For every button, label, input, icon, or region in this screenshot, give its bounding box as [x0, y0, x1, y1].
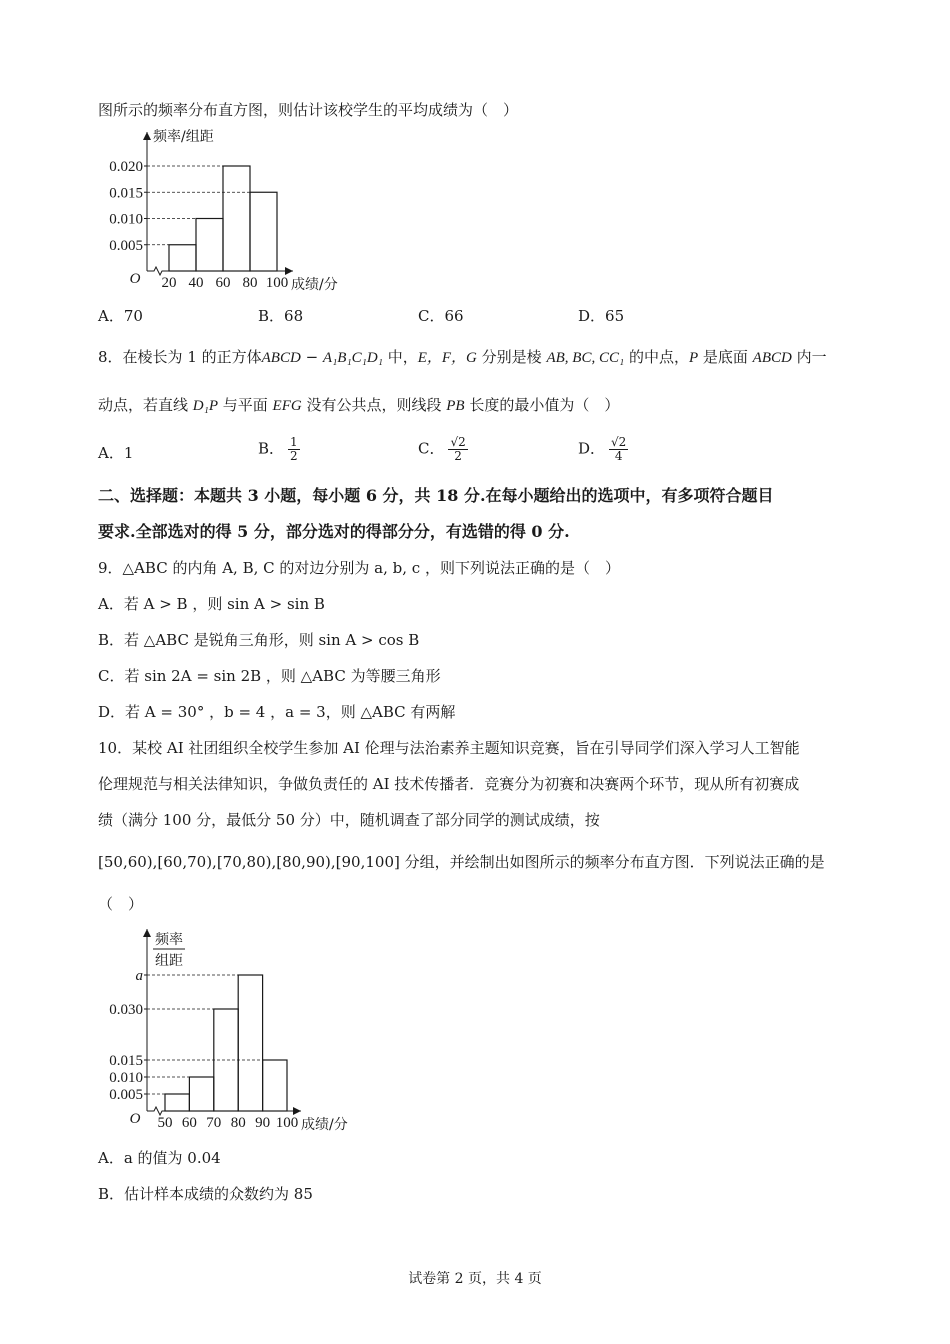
x-tick-label: 100	[275, 1115, 299, 1131]
x-tick-label: 50	[157, 1115, 173, 1131]
q8-stem-line2: 动点，若直线 D₁P 与平面 EFG 没有公共点，则线段 PB 长度的最小值为（ ）	[98, 396, 620, 414]
y-tick-label: a	[135, 968, 143, 984]
y-axis-label: 频率/组距	[153, 129, 214, 145]
q7-option-a: A．70	[98, 307, 143, 325]
histogram-q7	[95, 128, 370, 300]
histogram-bar	[196, 219, 223, 272]
histogram-bar	[165, 1094, 189, 1111]
y-tick-label: 0.010	[109, 1070, 143, 1086]
q10-stem-line3: 绩（满分 100 分，最低分 50 分）中，随机调查了部分同学的测试成绩，按	[98, 811, 600, 829]
q8-option-a: A．1	[98, 444, 134, 462]
histogram-bar	[189, 1077, 213, 1111]
x-tick-label: 20	[161, 275, 177, 291]
y-tick-label: 0.005	[109, 237, 143, 254]
y-axis-label-denominator: 组距	[155, 953, 183, 969]
y-axis-label-numerator: 频率	[155, 932, 183, 948]
x-tick-label: 100	[265, 275, 289, 291]
fraction-sqrt2-over-2: $\frac{√2}{2}$	[450, 435, 466, 463]
q9-stem: 9．△ABC 的内角 A, B, C 的对边分别为 a, b, c ，则下列说法正确的是（ ）	[98, 559, 620, 577]
q8-option-c: C． $\frac{√2}{2}$	[418, 435, 466, 463]
q10-stem-line5: （ ）	[98, 895, 144, 913]
y-tick-label: 0.030	[109, 1002, 143, 1018]
histogram-bar	[169, 245, 196, 271]
section2-heading-line1: 二、选择题：本题共 3 小题，每小题 6 分，共 18 分.在每小题给出的选项中，有多项符合题目	[98, 486, 774, 505]
x-tick-label: 60	[215, 275, 231, 291]
section2-heading-line2: 要求.全部选对的得 5 分，部分选对的得部分分，有选错的得 0 分.	[98, 522, 570, 541]
y-tick-label: 0.015	[109, 185, 143, 202]
q10-stem-line2: 伦理规范与相关法律知识，争做负责任的 AI 技术传播者．竞赛分为初赛和决赛两个环节，现从所有初赛成	[98, 775, 800, 793]
q8-option-b: B． $\frac{1}{2}$	[258, 435, 298, 463]
y-axis-arrow	[143, 132, 151, 140]
y-tick-label: 0.005	[109, 1087, 143, 1103]
q9-option-a: A．若 A > B ，则 sin A > sin B	[98, 595, 325, 613]
q9-option-b: B．若 △ABC 是锐角三角形，则 sin A > cos B	[98, 631, 420, 649]
q7-option-b: B．68	[258, 307, 304, 325]
y-tick-label: 0.020	[109, 159, 143, 175]
x-tick-label: 40	[188, 275, 204, 291]
x-axis-arrow	[285, 267, 293, 275]
q10-stem-line1: 10．某校 AI 社团组织全校学生参加 AI 伦理与法治素养主题知识竞赛，旨在引导同学们深入学习人工智能	[98, 739, 800, 757]
q10-stem-line4: [50,60),[60,70),[70,80),[80,90),[90,100] 分组，并绘制出如图所示的频率分布直方图．下列说法正确的是	[98, 853, 825, 871]
y-axis-arrow	[143, 929, 151, 937]
x-axis-arrow	[293, 1107, 301, 1115]
histogram-bar	[223, 166, 250, 271]
q9-option-d: D．若 A = 30° ，b = 4 ，a = 3，则 △ABC 有两解	[98, 703, 456, 721]
x-tick-label: 90	[255, 1115, 271, 1131]
y-tick-label: 0.010	[109, 211, 143, 228]
x-tick-label: 80	[242, 275, 258, 291]
fraction-sqrt2-over-4: $\frac{√2}{4}$	[611, 435, 627, 463]
histogram-q10	[95, 925, 370, 1137]
origin-label: O	[129, 271, 141, 287]
histogram-bar	[238, 975, 262, 1111]
origin-label: O	[129, 1111, 141, 1127]
q7-option-d: D．65	[578, 307, 625, 325]
x-axis-label: 成绩/分	[291, 277, 338, 293]
q7-option-c: C．66	[418, 307, 464, 325]
page-footer: 试卷第 2 页，共 4 页	[408, 1271, 542, 1287]
fraction-one-half: $\frac{1}{2}$	[290, 435, 298, 463]
q8-option-d: D． $\frac{√2}{4}$	[578, 435, 627, 463]
q8-stem-line1: 8．在棱长为 1 的正方体ABCD − A₁B₁C₁D₁ 中，E，F，G 分别是棱 AB, BC, CC₁ 的中点，P 是底面 ABCD 内一	[98, 348, 827, 366]
x-tick-label: 70	[206, 1115, 222, 1131]
histogram-bar	[250, 192, 277, 271]
x-tick-label: 80	[230, 1115, 246, 1131]
q10-option-a: A．a 的值为 0.04	[98, 1149, 221, 1167]
histogram-bar	[263, 1060, 287, 1111]
q10-option-b: B．估计样本成绩的众数约为 85	[98, 1185, 313, 1203]
y-tick-label: 0.015	[109, 1053, 143, 1069]
x-tick-label: 60	[181, 1115, 197, 1131]
q7-stem: 图所示的频率分布直方图，则估计该校学生的平均成绩为（ ）	[98, 101, 519, 119]
x-axis-label: 成绩/分	[301, 1117, 348, 1133]
q9-option-c: C．若 sin 2A = sin 2B ，则 △ABC 为等腰三角形	[98, 667, 441, 685]
